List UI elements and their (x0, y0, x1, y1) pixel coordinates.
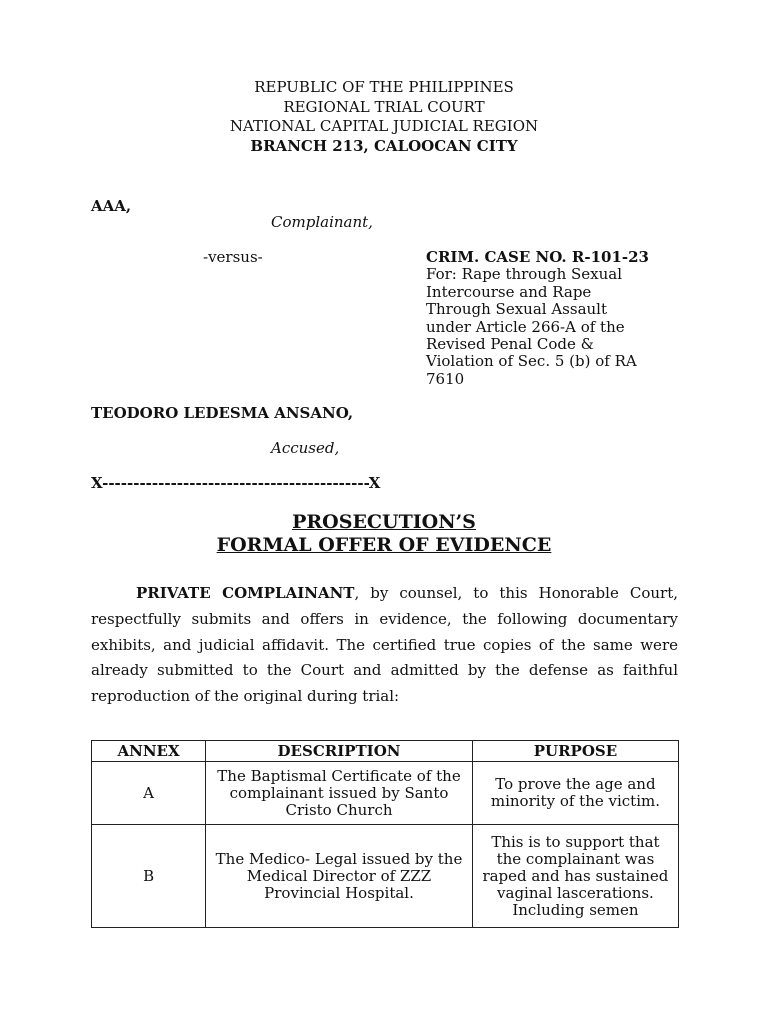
complainant-role: Complainant, (271, 213, 373, 231)
title-line-1: PROSECUTION’S (292, 511, 476, 533)
complainant-name: AAA, (91, 197, 132, 215)
annex-cell: A (92, 762, 206, 825)
charge-line: Violation of Sec. 5 (b) of RA (426, 352, 637, 371)
lead-party: PRIVATE COMPLAINANT (136, 584, 355, 602)
purpose-cell: This is to support that the complainant was raped and has sustained vaginal lascerations. Including semen (472, 825, 678, 928)
purpose-cell: To prove the age and minority of the victim. (472, 762, 678, 825)
caption-separator: X-------------------------------------------X (91, 474, 381, 492)
charge-line: Revised Penal Code & (426, 335, 594, 354)
accused-name: TEODORO LEDESMA ANSANO, (91, 404, 354, 422)
paragraph-text: , by counsel, to this Honorable Court, respectfully submits and offers in evidence, the following documentary exhibits, and judicial affidavit. The certified true copies of the same were already submitted to the Court and admitted by the defense as faithful reproduction of the original during trial: (91, 584, 678, 706)
header-annex: ANNEX (92, 741, 206, 762)
table-row (92, 825, 679, 928)
court-header (0, 78, 768, 156)
charge-line: Through Sexual Assault (426, 300, 607, 319)
header-purpose: PURPOSE (472, 741, 678, 762)
header-region: NATIONAL CAPITAL JUDICIAL REGION (229, 117, 539, 135)
document-title (0, 511, 768, 557)
case-info (426, 249, 649, 388)
header-republic: REPUBLIC OF THE PHILIPPINES (254, 78, 514, 96)
case-number: CRIM. CASE NO. R-101-23 (426, 248, 649, 266)
header-branch: BRANCH 213, CALOOCAN CITY (250, 136, 518, 155)
charge-line: For: Rape through Sexual (426, 265, 623, 284)
accused-role: Accused, (271, 439, 340, 457)
table-header-row (92, 741, 679, 762)
description-cell: The Medico- Legal issued by the Medical Director of ZZZ Provincial Hospital. (206, 825, 473, 928)
charge-line: under Article 266-A of the (426, 317, 625, 336)
title-line-2: FORMAL OFFER OF EVIDENCE (216, 534, 552, 556)
header-description: DESCRIPTION (206, 741, 473, 762)
header-court: REGIONAL TRIAL COURT (283, 97, 485, 116)
description-cell: The Baptismal Certificate of the complainant issued by Santo Cristo Church (206, 762, 473, 825)
charge-line: Intercourse and Rape (426, 282, 592, 301)
body-paragraph (91, 581, 678, 710)
evidence-table (91, 740, 679, 928)
table-row (92, 762, 679, 825)
annex-cell: B (92, 825, 206, 928)
versus-label: -versus- (203, 248, 263, 266)
charge-line: 7610 (426, 369, 465, 388)
